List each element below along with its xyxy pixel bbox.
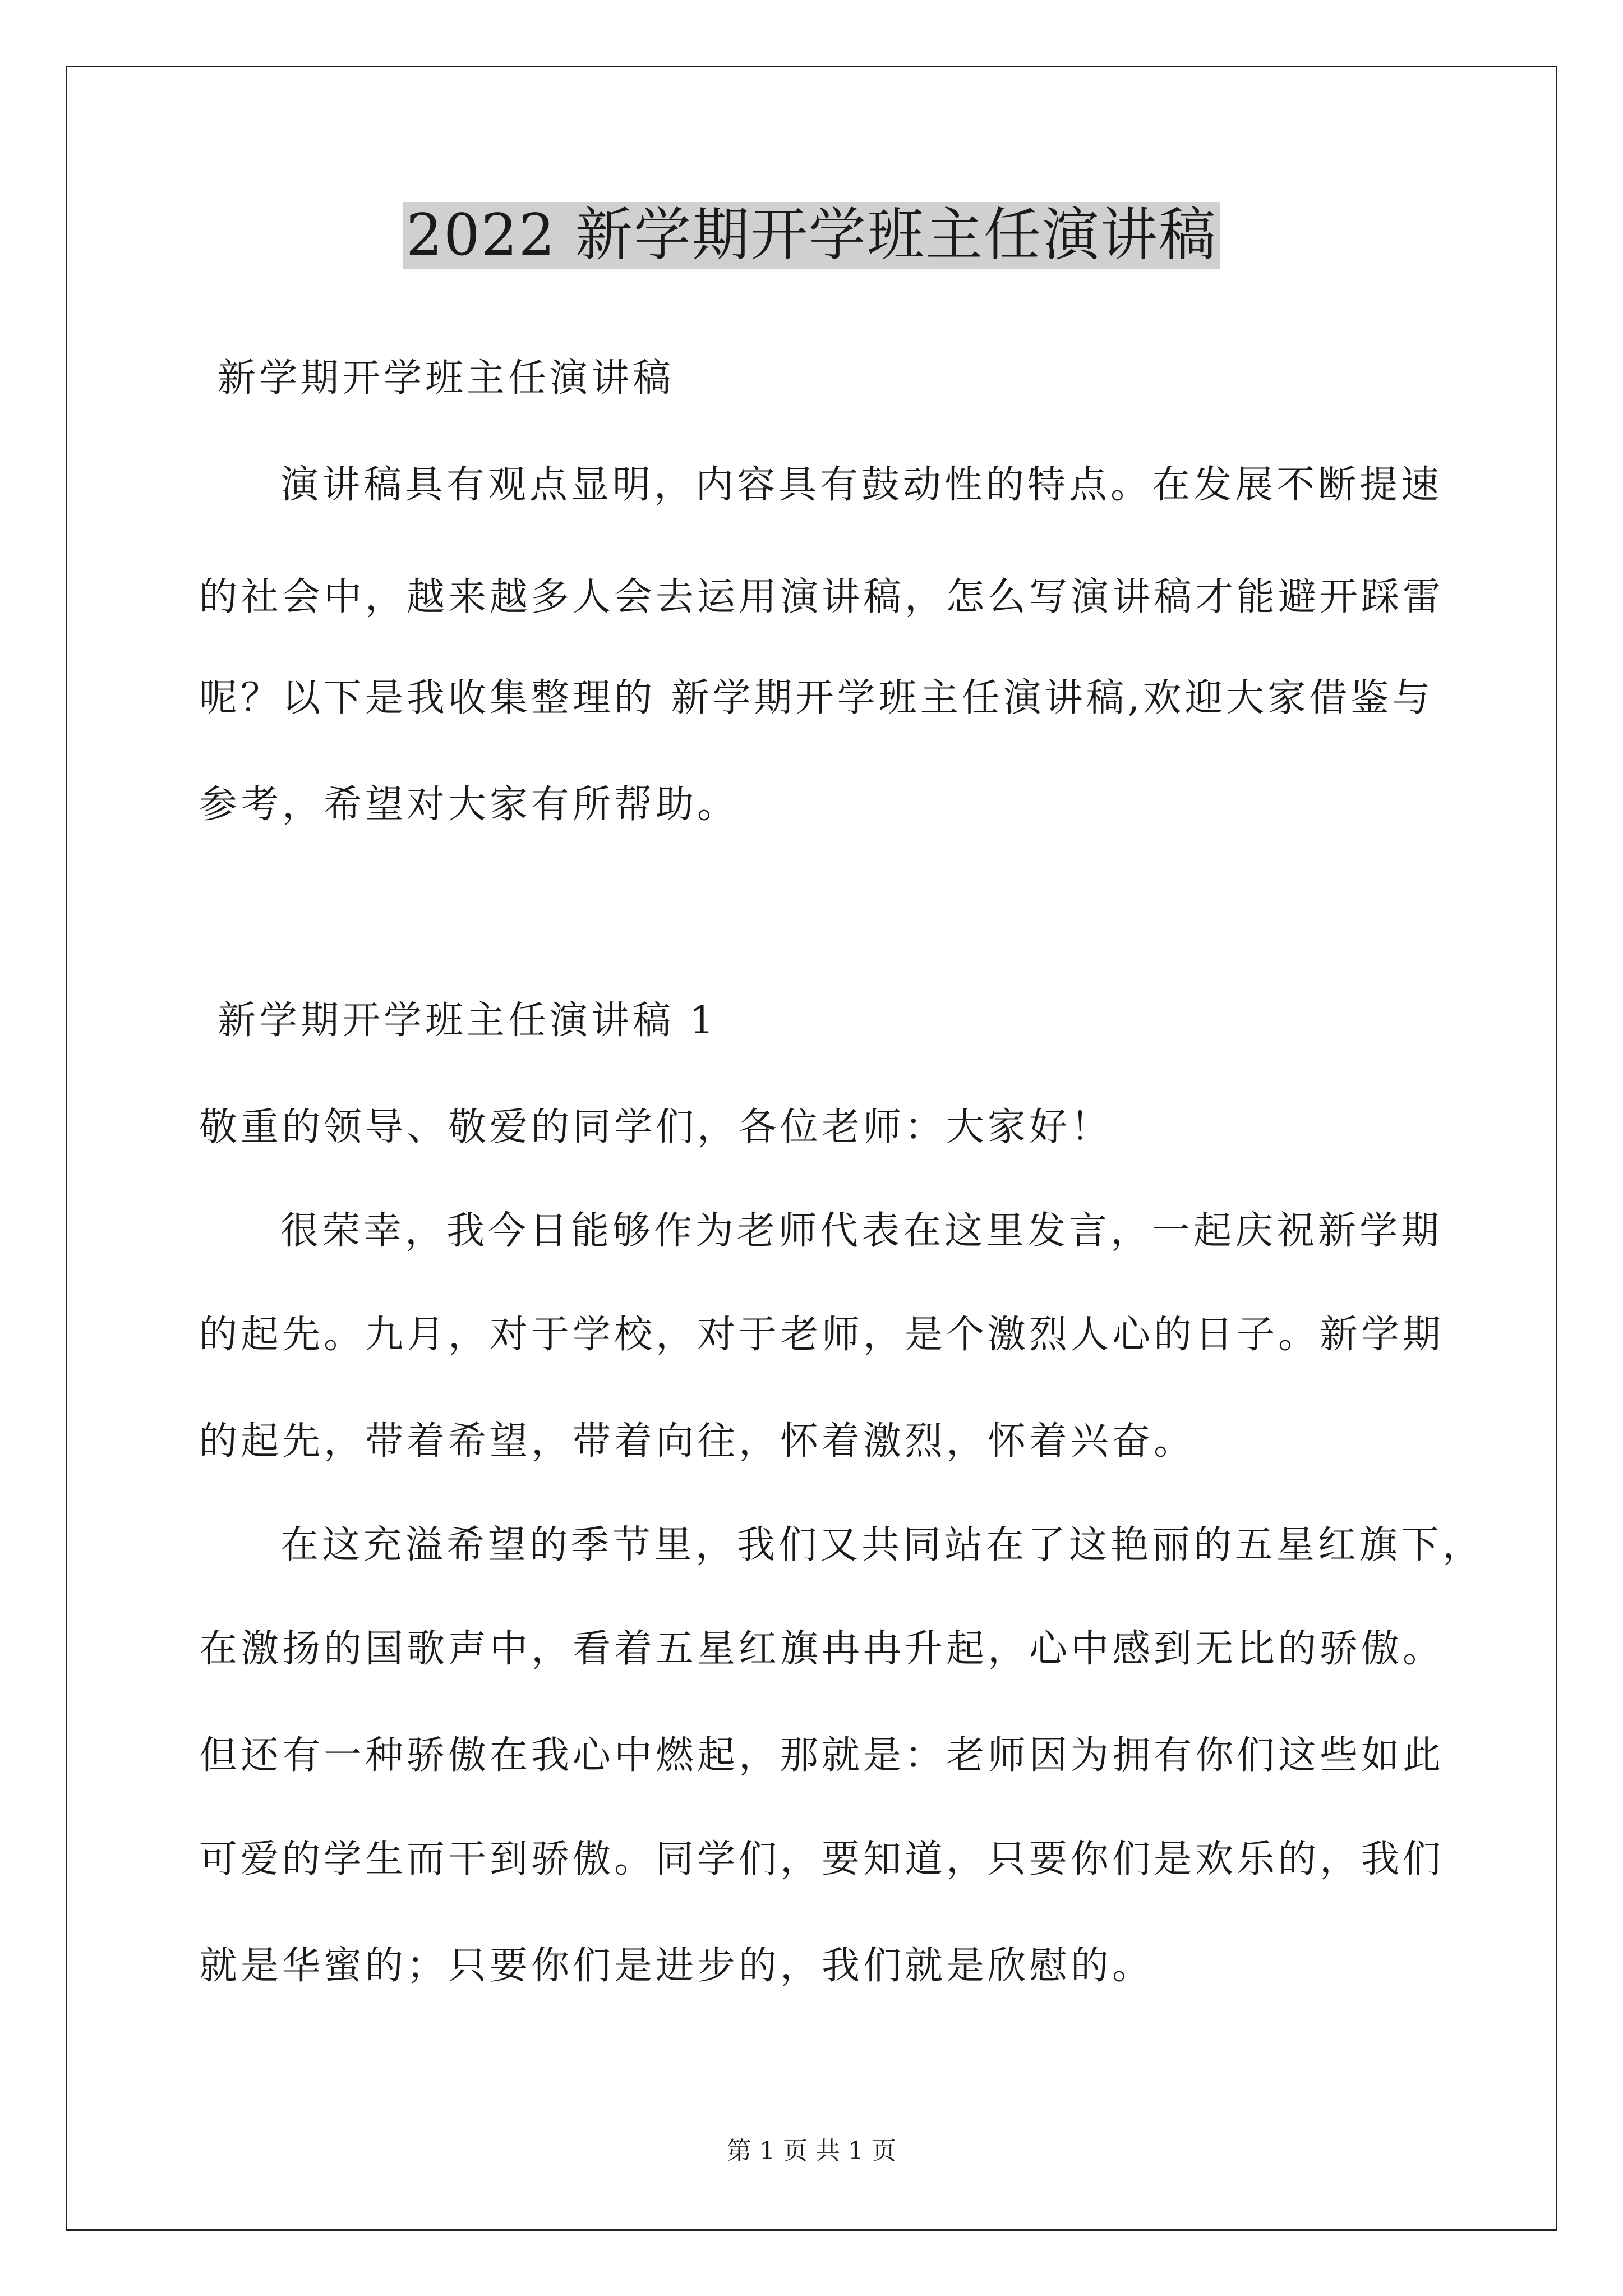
paragraph-line: 在激扬的国歌声中，看着五星红旗冉冉升起，心中感到无比的骄傲。 xyxy=(199,1627,1445,1671)
document-title xyxy=(0,196,1623,275)
paragraph-line: 可爱的学生而干到骄傲。同学们，要知道，只要你们是欢乐的，我们 xyxy=(199,1837,1445,1881)
salutation-line: 敬重的领导、敬爱的同学们，各位老师：大家好！ xyxy=(199,1105,1113,1149)
paragraph-line: 参考，希望对大家有所帮助。 xyxy=(199,783,739,827)
paragraph-line: 的起先。九月，对于学校，对于老师，是个激烈人心的日子。新学期 xyxy=(199,1313,1445,1357)
page-footer: 第 1 页 共 1 页 xyxy=(727,2137,896,2165)
subtitle-line: 新学期开学班主任演讲稿 xyxy=(218,356,675,401)
paragraph-line: 演讲稿具有观点显明，内容具有鼓动性的特点。在发展不断提速 xyxy=(280,463,1443,507)
paragraph-line: 很荣幸，我今日能够作为老师代表在这里发言，一起庆祝新学期 xyxy=(280,1209,1443,1253)
section-heading: 新学期开学班主任演讲稿 1 xyxy=(218,999,717,1043)
document-title-text: 2022 新学期开学班主任演讲稿 xyxy=(403,202,1220,269)
paragraph-line: 就是华蜜的；只要你们是进步的，我们就是欣慰的。 xyxy=(199,1944,1154,1988)
paragraph-line: 呢？以下是我收集整理的 新学期开学班主任演讲稿,欢迎大家借鉴与 xyxy=(199,676,1434,720)
paragraph-line: 的起先，带着希望，带着向往，怀着激烈，怀着兴奋。 xyxy=(199,1419,1196,1464)
paragraph-line: 的社会中，越来越多人会去运用演讲稿，怎么写演讲稿才能避开踩雷 xyxy=(199,575,1445,619)
paragraph-line: 在这充溢希望的季节里，我们又共同站在了这艳丽的五星红旗下， xyxy=(280,1523,1484,1567)
paragraph-line: 但还有一种骄傲在我心中燃起，那就是：老师因为拥有你们这些如此 xyxy=(199,1733,1445,1778)
